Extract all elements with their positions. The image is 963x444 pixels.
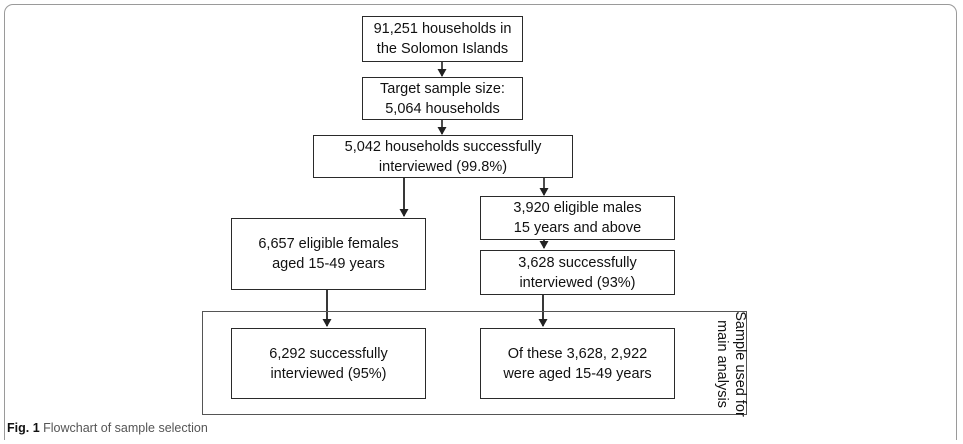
box-males-final: Of these 3,628, 2,922 were aged 15-49 years: [480, 328, 675, 399]
box-males-interviewed: 3,628 successfully interviewed (93%): [480, 250, 675, 295]
figure-caption: [7, 421, 208, 435]
box-target-sample: Target sample size: 5,064 households: [362, 77, 523, 120]
box-females-final: 6,292 successfully interviewed (95%): [231, 328, 426, 399]
caption-label: Fig. 1: [7, 421, 40, 435]
box-eligible-females: 6,657 eligible females aged 15-49 years: [231, 218, 426, 290]
box-total-households: 91,251 households in the Solomon Islands: [362, 16, 523, 62]
box-eligible-males: 3,920 eligible males 15 years and above: [480, 196, 675, 240]
box-households-interviewed: 5,042 households successfully interviewed (99.8%): [313, 135, 573, 178]
analysis-group-label: Sample used for main analysis: [714, 311, 748, 417]
caption-text: Flowchart of sample selection: [39, 421, 208, 435]
